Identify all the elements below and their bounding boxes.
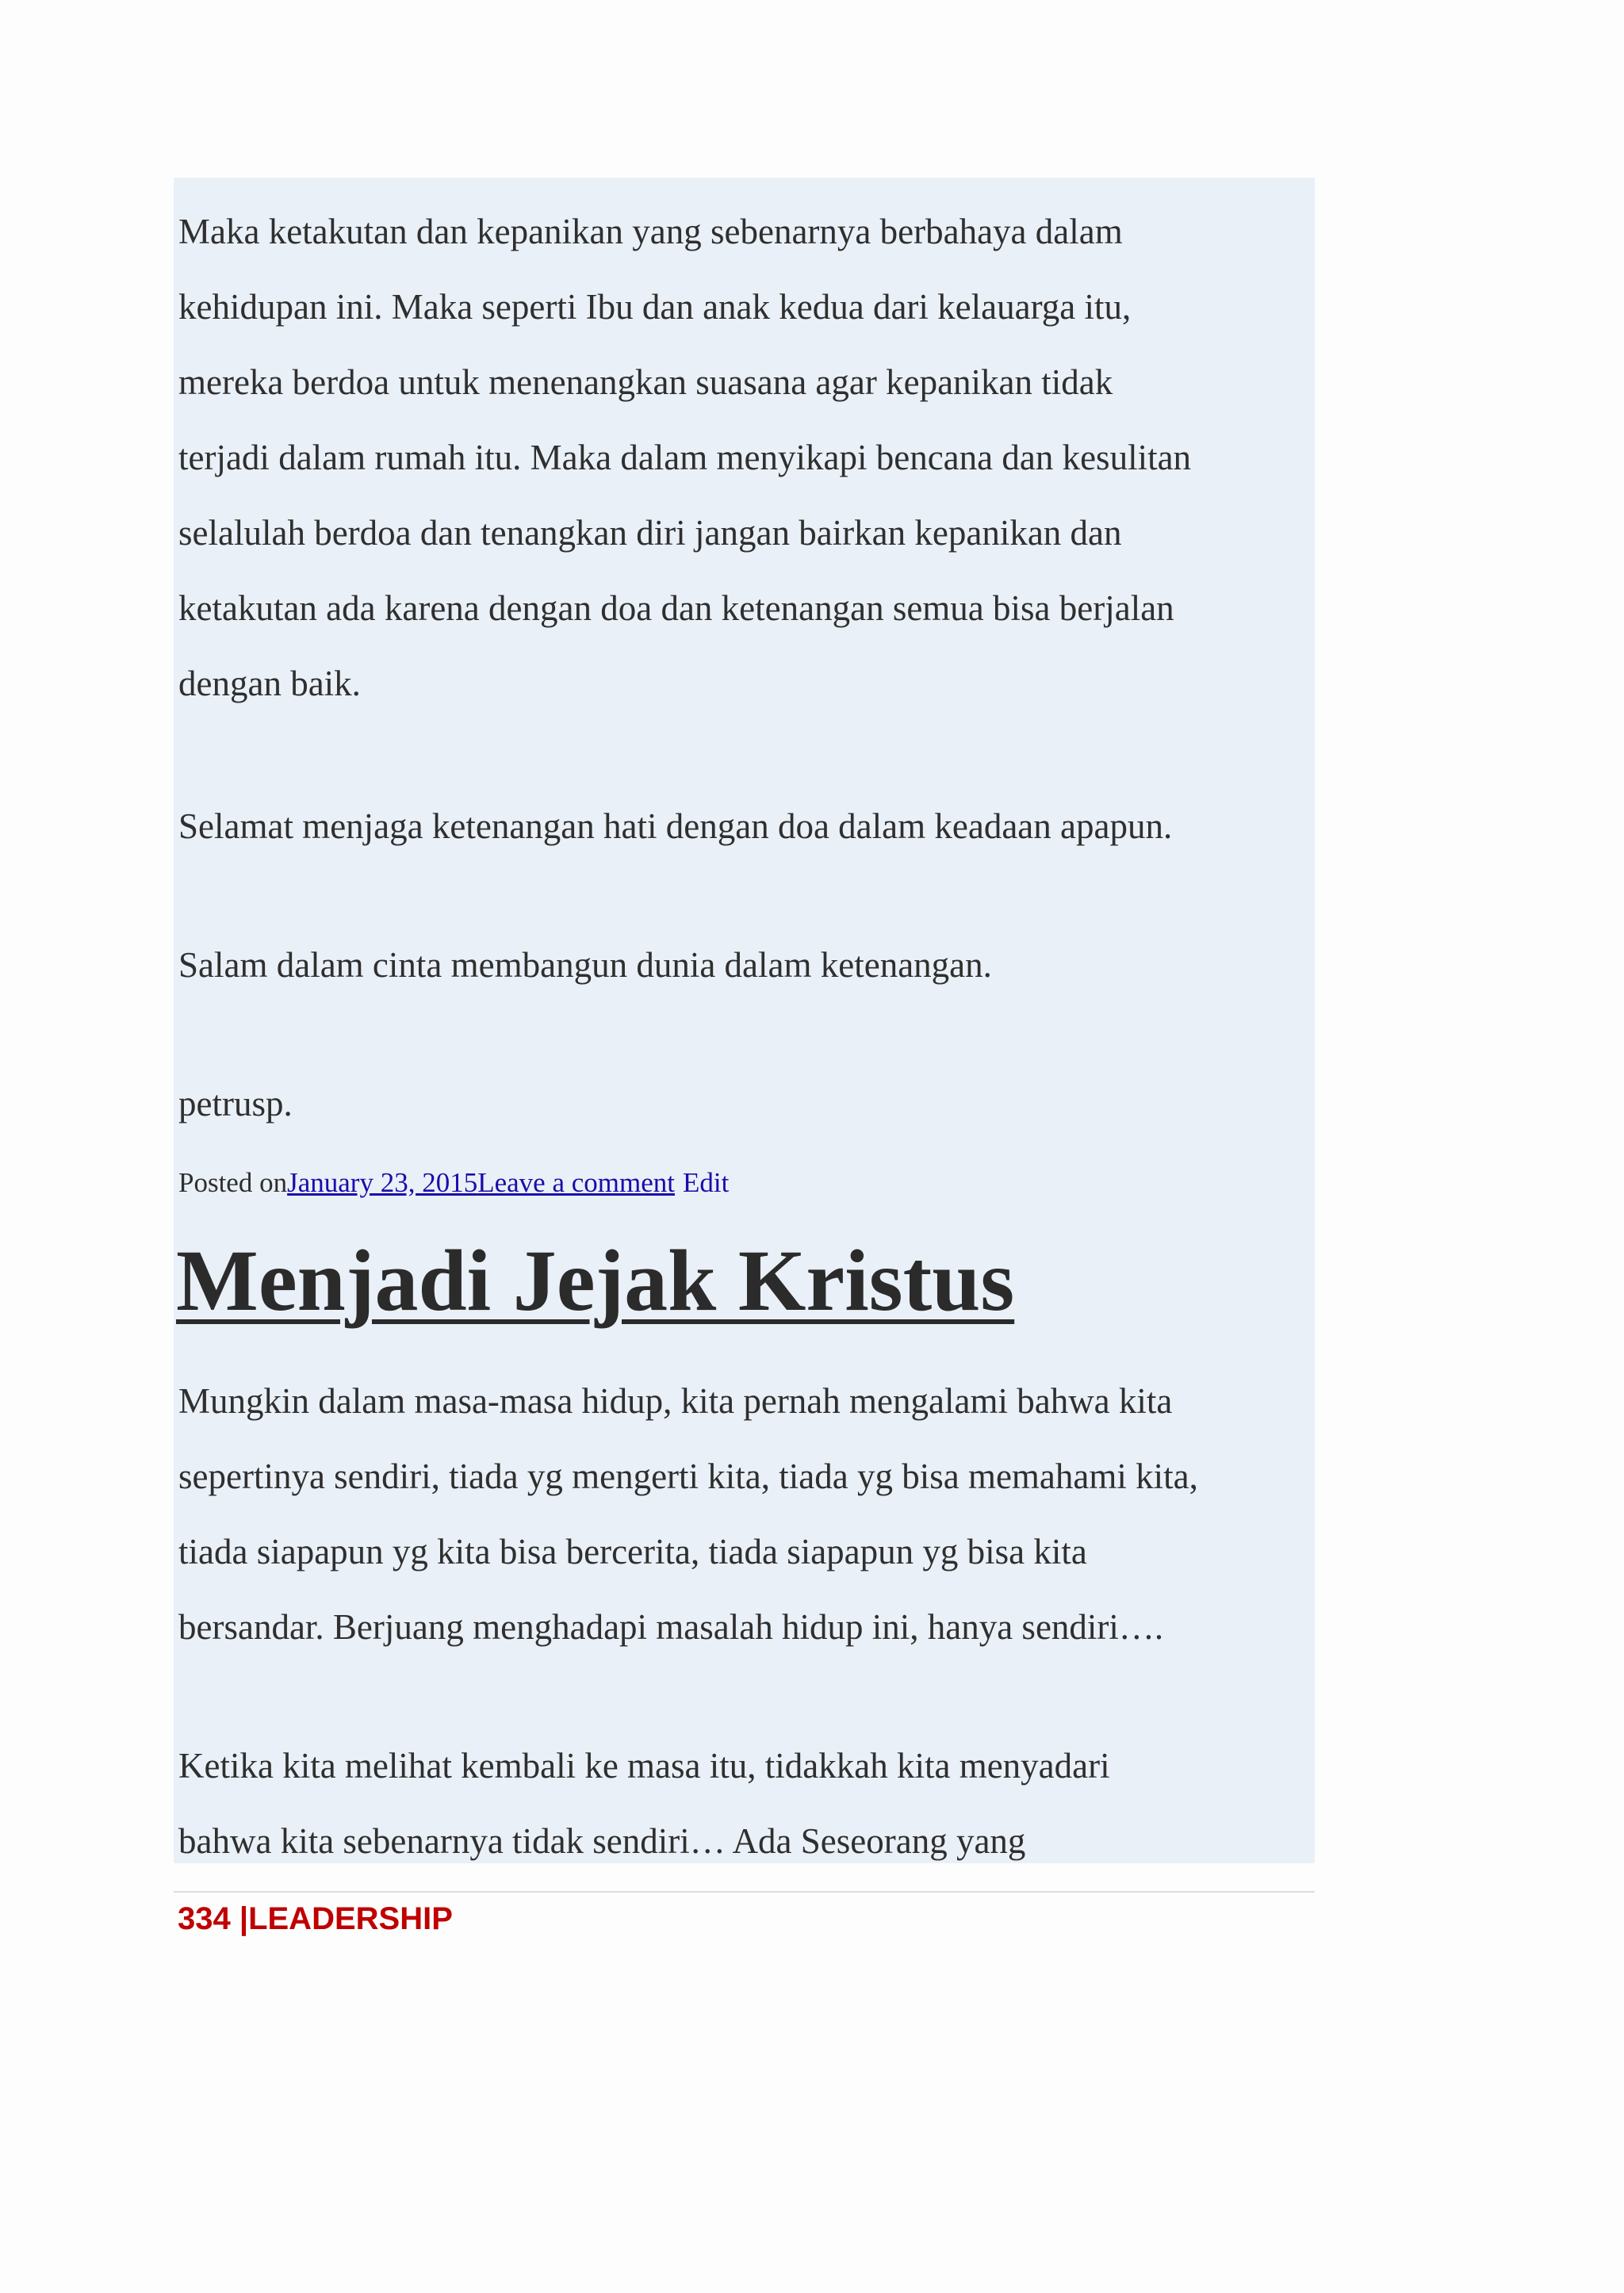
text-line: selalulah berdoa dan tenangkan diri jangan bairkan kepanikan dan bbox=[178, 513, 1122, 553]
section-name: LEADERSHIP bbox=[248, 1901, 453, 1936]
text-line: Maka ketakutan dan kepanikan yang sebenarnya berbahaya dalam bbox=[178, 212, 1123, 251]
text-line: dengan baik. bbox=[178, 664, 361, 703]
text-line: terjadi dalam rumah itu. Maka dalam menyikapi bencana dan kesulitan bbox=[178, 438, 1192, 477]
post-meta bbox=[178, 1166, 729, 1200]
text-line: Mungkin dalam masa-masa hidup, kita pernah mengalami bahwa kita bbox=[178, 1381, 1173, 1421]
article-paragraph-1 bbox=[178, 1364, 1320, 1665]
text-line: bahwa kita sebenarnya tidak sendiri… Ada Seseorang yang bbox=[178, 1821, 1026, 1861]
leave-comment-link[interactable]: Leave a comment bbox=[477, 1167, 675, 1198]
post-date-link[interactable]: January 23, 2015 bbox=[287, 1167, 478, 1198]
text-line: bersandar. Berjuang menghadapi masalah hidup ini, hanya sendiri…. bbox=[178, 1607, 1164, 1647]
author-signature: petrusp. bbox=[178, 1084, 293, 1124]
paragraph-intro bbox=[178, 194, 1320, 722]
posted-on-label: Posted on bbox=[178, 1167, 288, 1198]
article-title[interactable]: Menjadi Jejak Kristus bbox=[176, 1232, 1015, 1329]
footer-divider bbox=[174, 1891, 1315, 1893]
text-line: sepertinya sendiri, tiada yg mengerti kita, tiada yg bisa memahami kita, bbox=[178, 1457, 1198, 1496]
text-line: kehidupan ini. Maka seperti Ibu dan anak kedua dari kelauarga itu, bbox=[178, 287, 1132, 327]
text-line: tiada siapapun yg kita bisa bercerita, tiada siapapun yg bisa kita bbox=[178, 1532, 1087, 1571]
text-line: Ketika kita melihat kembali ke masa itu, tidakkah kita menyadari bbox=[178, 1746, 1110, 1786]
page-number: 334 bbox=[178, 1901, 231, 1936]
text-line: ketakutan ada karena dengan doa dan ketenangan semua bisa berjalan bbox=[178, 588, 1174, 628]
article-paragraph-2 bbox=[178, 1728, 1320, 1879]
edit-link[interactable]: Edit bbox=[682, 1167, 730, 1198]
text-line: mereka berdoa untuk menenangkan suasana agar kepanikan tidak bbox=[178, 362, 1113, 402]
closing-greeting: Selamat menjaga ketenangan hati dengan doa dalam keadaan apapun. bbox=[178, 806, 1173, 846]
page-footer bbox=[178, 1899, 453, 1939]
closing-salutation: Salam dalam cinta membangun dunia dalam ketenangan. bbox=[178, 945, 992, 985]
footer-separator: | bbox=[230, 1901, 249, 1936]
